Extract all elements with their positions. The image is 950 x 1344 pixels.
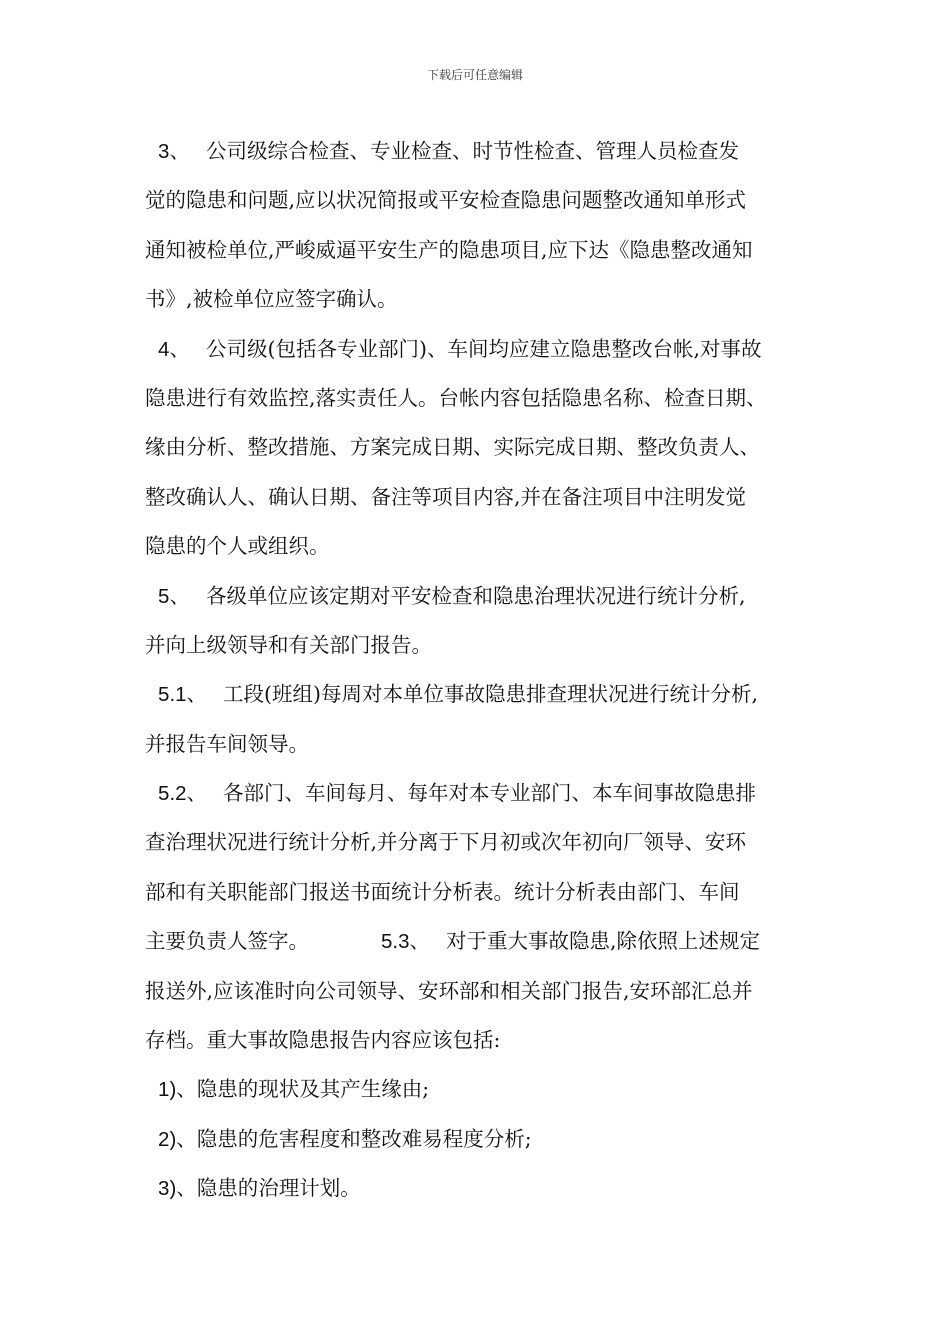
list-item-text: 、隐患的危害程度和整改难易程度分析; <box>176 1126 532 1151</box>
list-item-text: 、隐患的现状及其产生缘由; <box>176 1077 430 1102</box>
paragraph-3-number: 3、 <box>158 140 190 163</box>
paragraph-5-1-line-1 <box>145 674 825 723</box>
paragraph-4-line-5: 隐患的个人或组织。 <box>145 534 330 559</box>
paragraph-3-line-1 <box>145 131 825 180</box>
paragraph-5-1-text-1: 工段(班组)每周对本单位事故隐患排查理状况进行统计分析, <box>223 682 759 707</box>
list-item-number: 2) <box>158 1127 177 1151</box>
paragraph-4-number: 4、 <box>158 337 190 361</box>
paragraph-4-line-4: 整改确认人、确认日期、备注等项目内容,并在备注项目中注明发觉 <box>145 484 747 509</box>
paragraph-5-2-line-3: 部和有关职能部门报送书面统计分析表。统计分析表由部门、车间 <box>145 879 740 904</box>
paragraph-5-line-2: 并向上级领导和有关部门报告。 <box>145 632 432 657</box>
paragraph-4-text-1: 公司级(包括各专业部门)、车间均应建立隐患整改台帐,对事故 <box>205 336 762 361</box>
paragraph-5-2-line-2: 查治理状况进行统计分析,并分离于下月初或次年初向厂领导、安环 <box>145 830 747 855</box>
paragraph-5-1-line-2: 并报告车间领导。 <box>145 731 309 756</box>
paragraph-5-2-number: 5.2、 <box>158 782 208 806</box>
paragraph-5-3-number: 5.3、 <box>381 930 430 954</box>
paragraph-5-3-text-1: 对于重大事故隐患,除依照上述规定 <box>446 929 761 954</box>
paragraph-5-2-text-4: 主要负责人签字。 <box>145 929 309 954</box>
list-item <box>145 1119 825 1168</box>
list-item <box>145 1069 825 1118</box>
paragraph-3-line-2: 觉的隐患和问题,应以状况简报或平安检查隐患问题整改通知单形式 <box>145 188 747 213</box>
paragraph-5-2-line-1 <box>145 773 825 822</box>
document-body <box>145 131 825 1218</box>
paragraph-5-3-line-3: 存档。重大事故隐患报告内容应该包括: <box>145 1028 501 1053</box>
paragraph-5-number: 5、 <box>158 584 190 608</box>
paragraph-4-line-2: 隐患进行有效监控,落实责任人。台帐内容包括隐患名称、检查日期、 <box>145 385 767 410</box>
paragraph-3-text-1: 公司级综合检查、专业检查、时节性检查、管理人员检查发 <box>205 139 739 163</box>
list-item-text: 、隐患的治理计划。 <box>176 1176 361 1201</box>
paragraph-5-2-text-1: 各部门、车间每月、每年对本专业部门、本车间事故隐患排 <box>223 781 757 806</box>
paragraph-5-2-line-4 <box>145 921 825 970</box>
paragraph-4-line-3: 缘由分析、整改措施、方案完成日期、实际完成日期、整改负责人、 <box>145 435 760 460</box>
paragraph-3-line-3: 通知被检单位,严峻威逼平安生产的隐患项目,应下达《隐患整改通知 <box>145 237 753 262</box>
list-item <box>145 1168 825 1217</box>
paragraph-5-3-line-2: 报送外,应该准时向公司领导、安环部和相关部门报告,安环部汇总并 <box>145 978 753 1003</box>
paragraph-5-text-1: 各级单位应该定期对平安检查和隐患治理状况进行统计分析, <box>205 583 746 608</box>
paragraph-5-1-number: 5.1、 <box>158 683 208 707</box>
paragraph-4-line-1 <box>145 329 825 378</box>
list-item-number: 1) <box>158 1078 177 1102</box>
paragraph-3-line-4: 书》,被检单位应签字确认。 <box>145 287 398 312</box>
list-item-number: 3) <box>158 1177 177 1201</box>
paragraph-5-line-1 <box>145 576 825 625</box>
page-header: 下载后可任意编辑 <box>426 68 523 82</box>
